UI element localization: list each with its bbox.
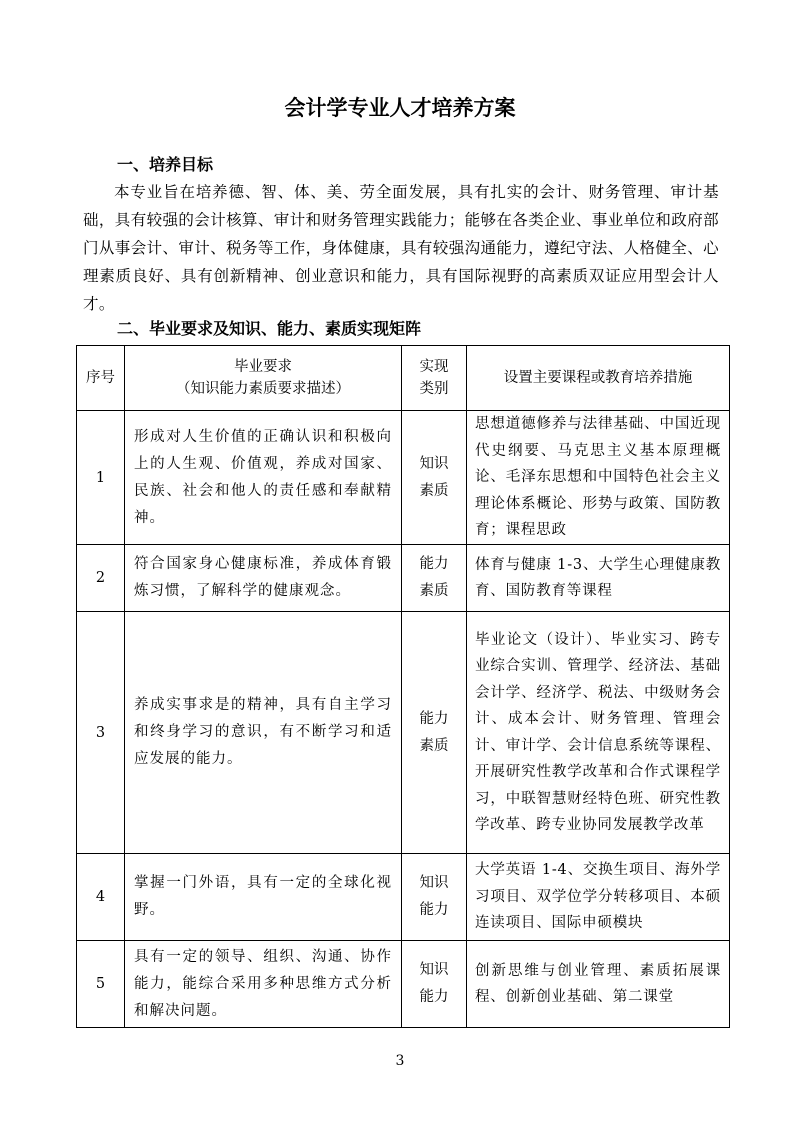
row-type-line2: 素质 bbox=[419, 737, 449, 754]
row-requirement: 符合国家身心健康标准，养成体育锻炼习惯，了解科学的健康观念。 bbox=[125, 545, 402, 612]
row-type-line1: 知识 bbox=[419, 455, 449, 472]
training-goal-paragraph: 本专业旨在培养德、智、体、美、劳全面发展，具有扎实的会计、财务管理、审计基础，具有较强的会计核算、审计和财务管理实践能力；能够在各类企业、事业单位和政府部门从事会计、审计、税务等工作，身体健康，具有较强沟通能力，遵纪守法、人格健全、心理素质良好、具有创新精神、创业意识和能力，具有国际视野的高素质双证应用型会计人才。 bbox=[83, 183, 720, 313]
table-header-row bbox=[77, 346, 730, 411]
row-type bbox=[402, 545, 467, 612]
page-title: 会计学专业人才培养方案 bbox=[284, 96, 516, 120]
row-type bbox=[402, 854, 467, 941]
row-number: 3 bbox=[77, 612, 125, 854]
row-courses: 体育与健康 1-3、大学生心理健康教育、国防教育等课程 bbox=[467, 545, 730, 612]
table-row bbox=[77, 545, 730, 612]
graduation-requirements-table bbox=[76, 345, 730, 1028]
header-type bbox=[402, 346, 467, 411]
row-type bbox=[402, 411, 467, 545]
header-type-line2: 类别 bbox=[419, 381, 449, 397]
table-row bbox=[77, 612, 730, 854]
header-courses: 设置主要课程或教育培养措施 bbox=[467, 346, 730, 411]
section-heading-graduation-matrix: 二、毕业要求及知识、能力、素质实现矩阵 bbox=[117, 319, 422, 338]
row-type-line2: 能力 bbox=[419, 902, 449, 918]
row-number: 5 bbox=[77, 941, 125, 1028]
row-courses: 创新思维与创业管理、素质拓展课程、创新创业基础、第二课堂 bbox=[467, 941, 730, 1028]
row-type-line1: 能力 bbox=[419, 710, 449, 727]
row-type-line1: 能力 bbox=[419, 556, 449, 572]
row-requirement: 养成实事求是的精神，具有自主学习和终身学习的意识，有不断学习和适应发展的能力。 bbox=[125, 612, 402, 854]
row-type bbox=[402, 612, 467, 854]
row-number: 1 bbox=[77, 411, 125, 545]
row-type bbox=[402, 941, 467, 1028]
page-number: 3 bbox=[395, 1053, 405, 1069]
section-heading-training-goal: 一、培养目标 bbox=[117, 155, 214, 174]
row-courses: 毕业论文（设计）、毕业实习、跨专业综合实训、管理学、经济法、基础会计学、经济学、税法、中级财务会计、成本会计、财务管理、管理会计、审计学、会计信息系统等课程、开展研究性教学改革和合作式课程学习，中联智慧财经特色班、研究性教学改革、跨专业协同发展教学改革 bbox=[467, 612, 730, 854]
row-number: 2 bbox=[77, 545, 125, 612]
header-requirement-line2: （知识能力素质要求描述） bbox=[176, 381, 350, 397]
row-type-line2: 素质 bbox=[419, 482, 449, 499]
row-number: 4 bbox=[77, 854, 125, 941]
header-type-line1: 实现 bbox=[419, 359, 449, 375]
table-row bbox=[77, 941, 730, 1028]
table-row bbox=[77, 411, 730, 545]
row-courses: 思想道德修养与法律基础、中国近现代史纲要、马克思主义基本原理概论、毛泽东思想和中国特色社会主义理论体系概论、形势与政策、国防教育；课程思政 bbox=[467, 411, 730, 545]
row-type-line2: 能力 bbox=[419, 989, 449, 1005]
table-row bbox=[77, 854, 730, 941]
row-requirement: 形成对人生价值的正确认识和积极向上的人生观、价值观，养成对国家、民族、社会和他人的责任感和奉献精神。 bbox=[125, 411, 402, 545]
row-type-line1: 知识 bbox=[419, 875, 449, 891]
header-requirement bbox=[125, 346, 402, 411]
row-type-line2: 素质 bbox=[419, 583, 449, 599]
row-courses: 大学英语 1-4、交换生项目、海外学习项目、双学位学分转移项目、本硕连读项目、国际申硕模块 bbox=[467, 854, 730, 941]
row-requirement: 具有一定的领导、组织、沟通、协作能力，能综合采用多种思维方式分析和解决问题。 bbox=[125, 941, 402, 1028]
row-requirement: 掌握一门外语，具有一定的全球化视野。 bbox=[125, 854, 402, 941]
row-type-line1: 知识 bbox=[419, 962, 449, 978]
header-no: 序号 bbox=[77, 346, 125, 411]
header-requirement-line1: 毕业要求 bbox=[234, 359, 292, 375]
